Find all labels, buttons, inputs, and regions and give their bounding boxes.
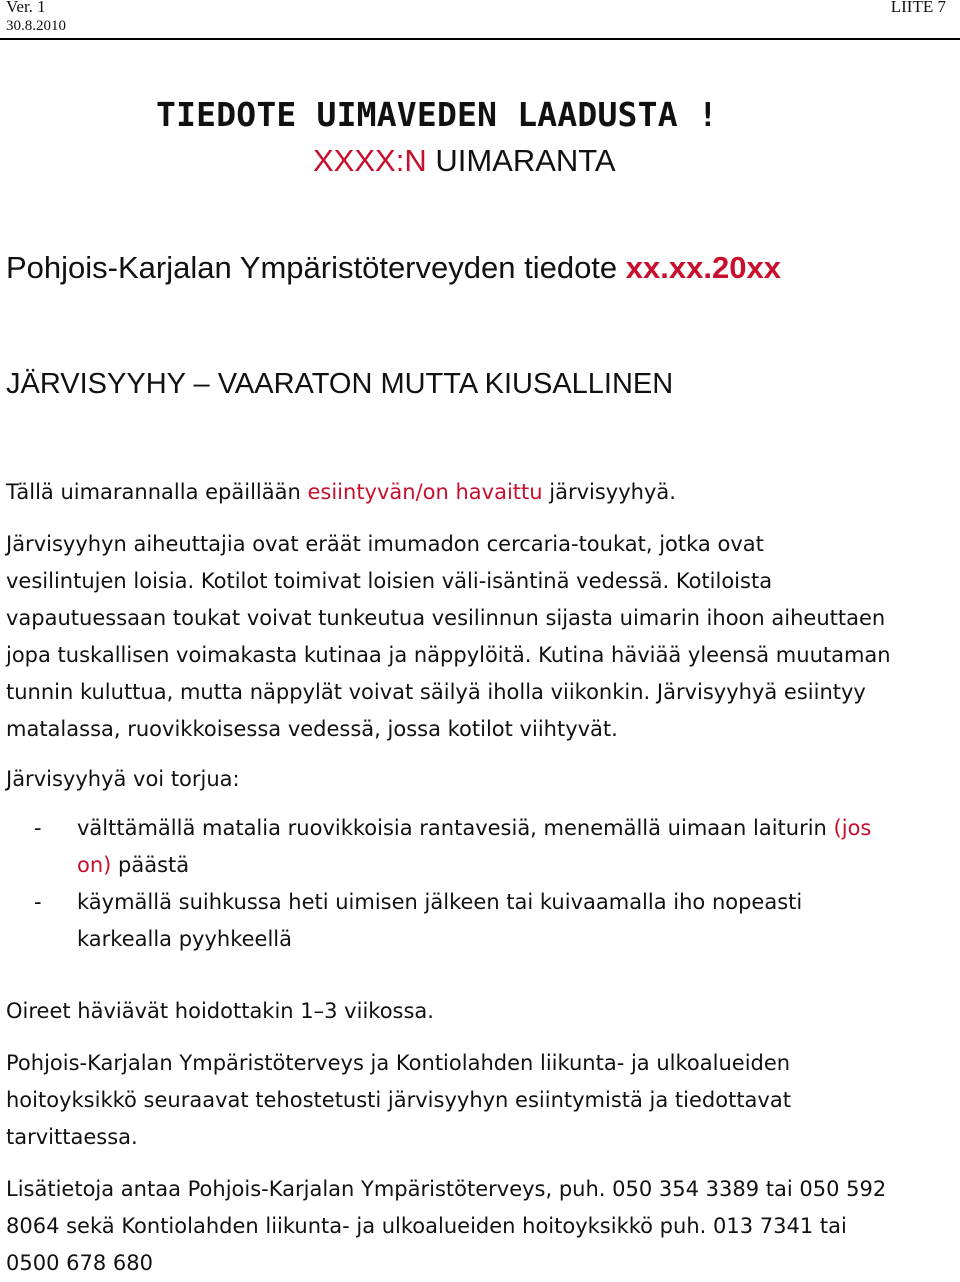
paragraph-line: vesilintujen loisia. Kotilot toimivat loisien väli-isäntinä vedessä. Kotiloista	[6, 569, 773, 593]
bullet-text: välttämällä matalia ruovikkoisia rantavesiä, menemällä uimaan laiturin	[77, 816, 834, 840]
bullet-line	[77, 847, 871, 884]
contact-line: 8064 sekä Kontiolahden liikunta- ja ulkoalueiden hoitoyksikkö puh. 013 7341 tai	[6, 1214, 847, 1238]
bullet-text: päästä	[111, 853, 190, 877]
notice-heading	[6, 247, 781, 289]
contact-line: Lisätietoja antaa Pohjois-Karjalan Ympäristöterveys, puh. 050 354 3389 tai 050 592	[6, 1177, 887, 1201]
attachment-label: LIITE 7	[890, 0, 946, 16]
intro-after: järvisyyhyä.	[542, 480, 676, 504]
notice-heading-text: Pohjois-Karjalan Ympäristöterveyden tiedote	[6, 250, 626, 285]
page-title: TIEDOTE UIMAVEDEN LAADUSTA !	[156, 95, 718, 134]
bullet-marker: -	[34, 816, 42, 840]
list-item	[6, 884, 871, 958]
contact-paragraph	[6, 1171, 886, 1282]
list-item	[6, 810, 871, 884]
monitoring-paragraph	[6, 1045, 791, 1156]
symptoms-paragraph: Oireet häviävät hoidottakin 1–3 viikossa.	[6, 999, 434, 1023]
warning-heading: JÄRVISYYHY – VAARATON MUTTA KIUSALLINEN	[6, 368, 674, 400]
paragraph-line: vapautuessaan toukat voivat tunkeutua vesilinnun sijasta uimarin ihoon aiheuttaen	[6, 606, 886, 630]
bullet-highlight: on)	[77, 853, 112, 877]
version-label: Ver. 1	[6, 0, 46, 16]
paragraph-line: jopa tuskallisen voimakasta kutinaa ja näppylöitä. Kutina häviää yleensä muutaman	[6, 643, 891, 667]
bullet-marker: -	[34, 890, 42, 914]
intro-highlight: esiintyvän/on havaittu	[307, 480, 543, 504]
contact-line: 0500 678 680	[6, 1251, 153, 1275]
paragraph-line: Järvisyyhyn aiheuttajia ovat eräät imumadon cercaria-toukat, jotka ovat	[6, 532, 764, 556]
page-header	[0, 0, 960, 42]
monitoring-line: hoitoyksikkö seuraavat tehostetusti järvisyyhyn esiintymistä ja tiedottavat	[6, 1088, 791, 1112]
cause-paragraph	[6, 526, 891, 748]
bullet-line: käymällä suihkussa heti uimisen jälkeen tai kuivaamalla iho nopeasti	[77, 890, 803, 914]
bullet-highlight: (jos	[833, 816, 872, 840]
beach-name-heading	[313, 141, 616, 181]
monitoring-line: Pohjois-Karjalan Ympäristöterveys ja Kontiolahden liikunta- ja ulkoalueiden	[6, 1051, 791, 1075]
paragraph-line: tunnin kuluttua, mutta näppylät voivat säilyä iholla viikonkin. Järvisyyhyä esiintyy	[6, 680, 866, 704]
prevention-heading: Järvisyyhyä voi torjua:	[6, 767, 240, 791]
prevention-list	[6, 810, 871, 958]
notice-date-placeholder: xx.xx.20xx	[625, 250, 781, 285]
beach-name-placeholder: XXXX:N	[313, 143, 427, 178]
intro-paragraph	[6, 474, 676, 511]
bullet-line: karkealla pyyhkeellä	[77, 927, 292, 951]
paragraph-line: matalassa, ruovikkoisessa vedessä, jossa kotilot viihtyvät.	[6, 717, 618, 741]
beach-suffix: UIMARANTA	[426, 143, 616, 178]
intro-before: Tällä uimarannalla epäillään	[6, 480, 308, 504]
bullet-line	[77, 810, 871, 847]
monitoring-line: tarvittaessa.	[6, 1125, 138, 1149]
document-date: 30.8.2010	[6, 18, 66, 34]
header-rule	[0, 38, 960, 40]
